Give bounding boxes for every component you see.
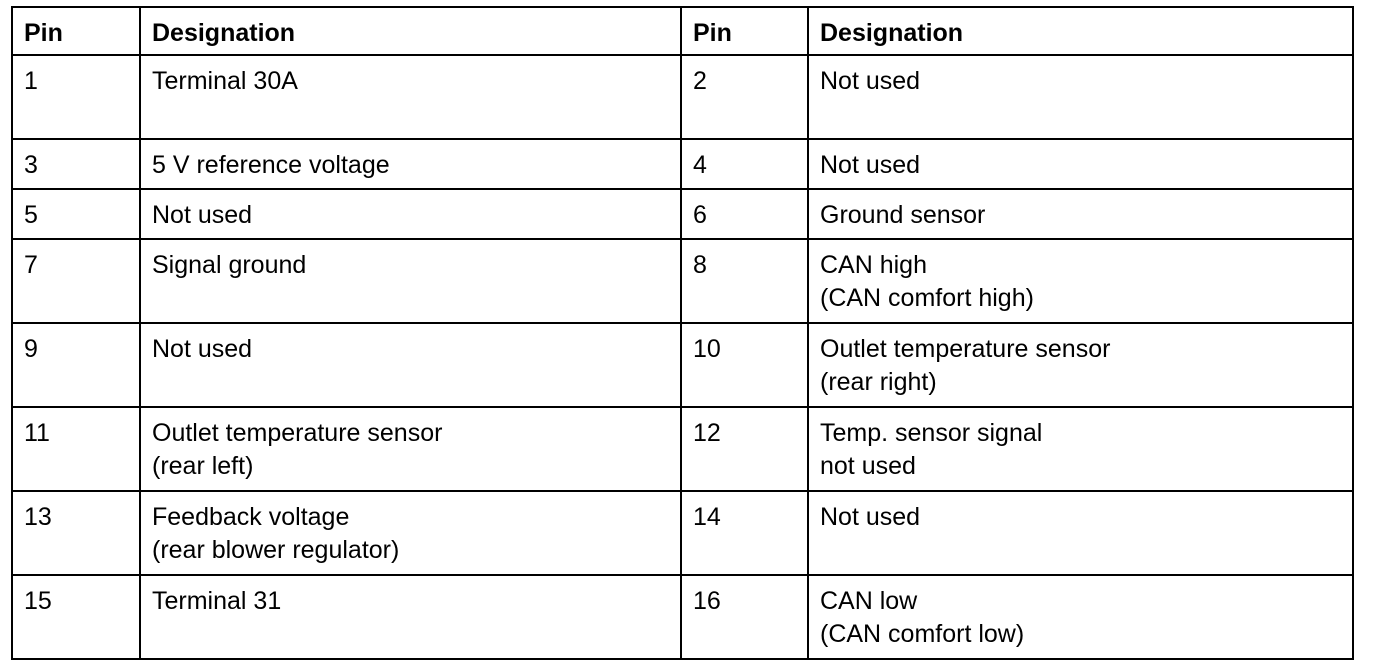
- header-designation-left: Designation: [140, 7, 681, 55]
- designation-cell: [808, 407, 1353, 491]
- pin-cell: 4: [681, 139, 808, 189]
- header-designation-right: Designation: [808, 7, 1353, 55]
- pin-cell: 12: [681, 407, 808, 491]
- pin-cell: 10: [681, 323, 808, 407]
- table-row: [12, 239, 1353, 323]
- designation-cell: [140, 491, 681, 575]
- table-row: [12, 139, 1353, 189]
- designation-line: (rear blower regulator): [152, 536, 400, 564]
- designation-cell: [140, 323, 681, 407]
- table-row: [12, 55, 1353, 139]
- pin-cell: 6: [681, 189, 808, 239]
- designation-line: Not used: [820, 151, 921, 179]
- designation-cell: [808, 139, 1353, 189]
- designation-line: Feedback voltage: [152, 503, 350, 531]
- designation-line: Outlet temperature sensor: [152, 419, 443, 447]
- designation-line: 5 V reference voltage: [152, 151, 390, 179]
- designation-line: Not used: [820, 67, 921, 95]
- designation-line: not used: [820, 452, 916, 480]
- header-pin-right: Pin: [681, 7, 808, 55]
- pin-cell: 13: [12, 491, 140, 575]
- pin-cell: 2: [681, 55, 808, 139]
- designation-line: (CAN comfort low): [820, 620, 1025, 648]
- table-row: [12, 491, 1353, 575]
- pin-cell: 9: [12, 323, 140, 407]
- table-row: [12, 189, 1353, 239]
- designation-line: Not used: [152, 335, 253, 363]
- designation-line: Terminal 30A: [152, 67, 298, 95]
- designation-line: Temp. sensor signal: [820, 419, 1043, 447]
- pin-cell: 1: [12, 55, 140, 139]
- designation-cell: [140, 575, 681, 659]
- designation-line: Terminal 31: [152, 587, 282, 615]
- designation-line: Outlet temperature sensor: [820, 335, 1111, 363]
- designation-line: (rear left): [152, 452, 254, 480]
- designation-cell: [140, 55, 681, 139]
- table-row: [12, 407, 1353, 491]
- designation-line: Not used: [820, 503, 921, 531]
- pin-cell: 3: [12, 139, 140, 189]
- designation-line: Ground sensor: [820, 201, 986, 229]
- pin-assignment-table: [11, 6, 1354, 660]
- designation-cell: [140, 189, 681, 239]
- table-row: [12, 323, 1353, 407]
- designation-line: (CAN comfort high): [820, 284, 1034, 312]
- designation-cell: [140, 139, 681, 189]
- pin-cell: 14: [681, 491, 808, 575]
- designation-cell: [140, 239, 681, 323]
- pin-cell: 8: [681, 239, 808, 323]
- designation-cell: [808, 189, 1353, 239]
- pin-cell: 11: [12, 407, 140, 491]
- pin-cell: 16: [681, 575, 808, 659]
- designation-cell: [808, 575, 1353, 659]
- pin-cell: 7: [12, 239, 140, 323]
- pin-cell: 15: [12, 575, 140, 659]
- designation-cell: [140, 407, 681, 491]
- designation-cell: [808, 323, 1353, 407]
- table-header-row: [12, 7, 1353, 55]
- designation-line: Not used: [152, 201, 253, 229]
- header-pin-left: Pin: [12, 7, 140, 55]
- pin-cell: 5: [12, 189, 140, 239]
- designation-cell: [808, 491, 1353, 575]
- designation-cell: [808, 55, 1353, 139]
- designation-line: CAN high: [820, 251, 927, 279]
- designation-line: (rear right): [820, 368, 937, 396]
- designation-line: Signal ground: [152, 251, 307, 279]
- designation-line: CAN low: [820, 587, 918, 615]
- table-row: [12, 575, 1353, 659]
- designation-cell: [808, 239, 1353, 323]
